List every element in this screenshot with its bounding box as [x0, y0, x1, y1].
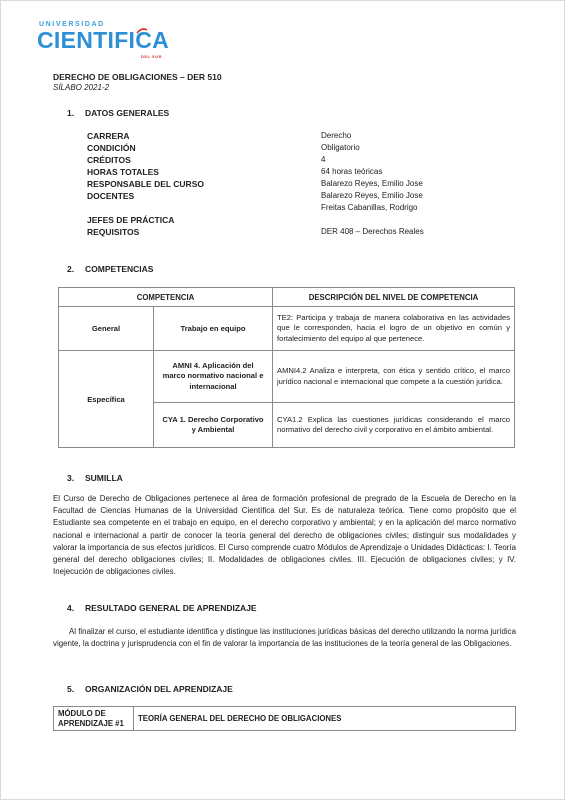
logo-main-text: CIENTIFICA	[37, 27, 170, 53]
sumilla-paragraph: El Curso de Derecho de Obligaciones pertenece al área de formación profesional de pregrado de la Escuela de Derecho en la Facultad de Ciencias Humanas de la Universidad Científica del Sur. Es de naturaleza teórica. Tiene como propósito que el Estudiante sea competente en el trabajo en equipo, en el derecho corporativo y ambiental; y en la aplicación del marco normativo nacional e internacional a partir de conocer la teoría general del derecho de obligaciones civiles; distinguir sus modalidades y valorar la importancia de sus efectos jurídicos. El Curso comprende cuatro Módulos de Aprendizaje o Unidades Didácticas: I. Teoría general del derecho obligaciones civiles; II. Modalidades de obligaciones civiles. III. Ejecución de obligaciones civiles; y IV. Inejecución de obligaciones civiles.	[53, 494, 516, 577]
competencias-table	[58, 287, 515, 448]
competencia-name: AMNI 4. Aplicación del marco normativo nacional e internacional	[154, 351, 273, 403]
logo-top-text: UNIVERSIDAD	[39, 21, 105, 28]
datos-value: Obligatorio	[321, 143, 360, 152]
university-logo	[37, 19, 177, 59]
datos-value: Freitas Cabanillas, Rodrigo	[321, 203, 418, 212]
datos-label: JEFES DE PRÁCTICA	[87, 215, 175, 225]
datos-value: Derecho	[321, 131, 352, 140]
competencia-type: General	[59, 307, 154, 351]
datos-label: DOCENTES	[87, 191, 135, 201]
table-header: COMPETENCIA	[59, 288, 273, 307]
competencia-type: Específica	[59, 351, 154, 448]
datos-value: 64 horas teóricas	[321, 167, 383, 176]
competencia-desc: AMNI4.2 Analiza e interpreta, con ética y sentido crítico, el marco jurídico nacional e internacional que compete a la cuestión jurídica.	[273, 351, 515, 403]
logo-sub-text: DEL SUR	[141, 54, 162, 59]
competencia-name: Trabajo en equipo	[154, 307, 273, 351]
datos-label: CARRERA	[87, 131, 130, 141]
competencia-desc: CYA1.2 Explica las cuestiones jurídicas considerando el marco normativo del derecho civil y corporativo en el ámbito ambiental.	[273, 403, 515, 448]
datos-value: Balarezo Reyes, Emilio Jose	[321, 179, 423, 188]
modulo-label: MÓDULO DE APRENDIZAJE #1	[54, 707, 134, 731]
datos-label: CONDICIÓN	[87, 143, 136, 153]
logo-swoosh-icon	[136, 28, 148, 34]
modulo-table	[53, 706, 516, 731]
resultado-paragraph: Al finalizar el curso, el estudiante identifica y distingue las instituciones jurídicas básicas del derecho utilizando la norma jurídica vigente, la doctrina y jurisprudencia con el fin de valorar la importancia de las instituciones de la teoría general de las Obligaciones.	[53, 627, 516, 649]
course-title: DERECHO DE OBLIGACIONES – DER 510	[53, 72, 222, 82]
document-page: UNIVERSIDAD CIENTIFICA DEL SUR DERECHO DE OBLIGACIONES – DER 510 SÍLABO 2021-2 1. DATOS GENERALES CARRERA Derecho CONDICIÓN Obligatorio CRÉDITOS 4 HORAS TOTALES 64 horas teóricas RESPONSABLE DEL CURSO Balarezo Reyes, Emilio Jose DOCENTES Balarezo Reyes, Emilio Jose Freitas Cabanillas, Rodrigo JEFES DE PRÁCTICA REQUISITOS DER 408 – Derechos Reales 2. COMPETENCIAS COMPETENCIA DESCRIPCIÓN DEL NIVEL DE COMPETENCIA General Trabajo en equipo TE2: Participa y trabaja de manera colaborativa en las actividades que le corresponden, hacia el logro de un objetivo en común y fortalecimiento del equipo al que pertenece. Específica AMNI 4. Aplicación del marco normativo nacional e internacional AMNI4.2 Analiza e interpreta, con ética y sentido crítico, el marco jurídico nacional e internacional que compete a la cuestión jurídica. CYA 1. Derecho Corporativo y Ambiental CYA1.2 Explica las cuestiones jurídicas considerando el marco normativo del derecho civil y corporativo en el ámbito ambiental. 3. SUMILLA El Curso de Derecho de Obligaciones pertenece al área de formación profesional de pregrado de la Escuela de Derecho en la Facultad de Ciencias Humanas de la Universidad Científica del Sur. Es de naturaleza teórica. Tiene como propósito que el Estudiante sea competente en el trabajo en equipo, en el derecho corporativo y ambiental; y en la aplicación del marco normativo nacional e internacional a partir de conocer la teoría general del derecho de obligaciones civiles; distinguir sus modalidades y valorar la importancia de sus efectos jurídicos. El Curso comprende cuatro Módulos de Aprendizaje o Unidades Didácticas: I. Teoría general del derecho obligaciones civiles; II. Modalidades de obligaciones civiles. III. Ejecución de obligaciones civiles; y IV. Inejecución de obligaciones civiles. 4. RESULTADO GENERAL DE APRENDIZAJE Al finalizar el curso, el estudiante identifica y distingue las instituciones jurídicas básicas del derecho utilizando la norma jurídica vigente, la doctrina y jurisprudencia con el fin de valorar la importancia de las instituciones de la teoría general de las Obligaciones. 5. ORGANIZACIÓN DEL APRENDIZAJE MÓDULO DE APRENDIZAJE #1 TEORÍA GENERAL DEL DERECHO DE OBLIGACIONES	[0, 0, 565, 800]
datos-label: RESPONSABLE DEL CURSO	[87, 179, 204, 189]
datos-value: 4	[321, 155, 326, 164]
datos-value: DER 408 – Derechos Reales	[321, 227, 424, 236]
course-subtitle: SÍLABO 2021-2	[53, 83, 110, 92]
competencia-desc: TE2: Participa y trabaja de manera colaborativa en las actividades que le corresponden, hacia el logro de un objetivo en común y fortalecimiento del equipo al que pertenece.	[273, 307, 515, 351]
datos-label: REQUISITOS	[87, 227, 140, 237]
competencia-name: CYA 1. Derecho Corporativo y Ambiental	[154, 403, 273, 448]
modulo-title: TEORÍA GENERAL DEL DERECHO DE OBLIGACIONES	[134, 707, 516, 731]
datos-value: Balarezo Reyes, Emilio Jose	[321, 191, 423, 200]
table-header: DESCRIPCIÓN DEL NIVEL DE COMPETENCIA	[273, 288, 515, 307]
datos-label: HORAS TOTALES	[87, 167, 159, 177]
datos-label: CRÉDITOS	[87, 155, 131, 165]
